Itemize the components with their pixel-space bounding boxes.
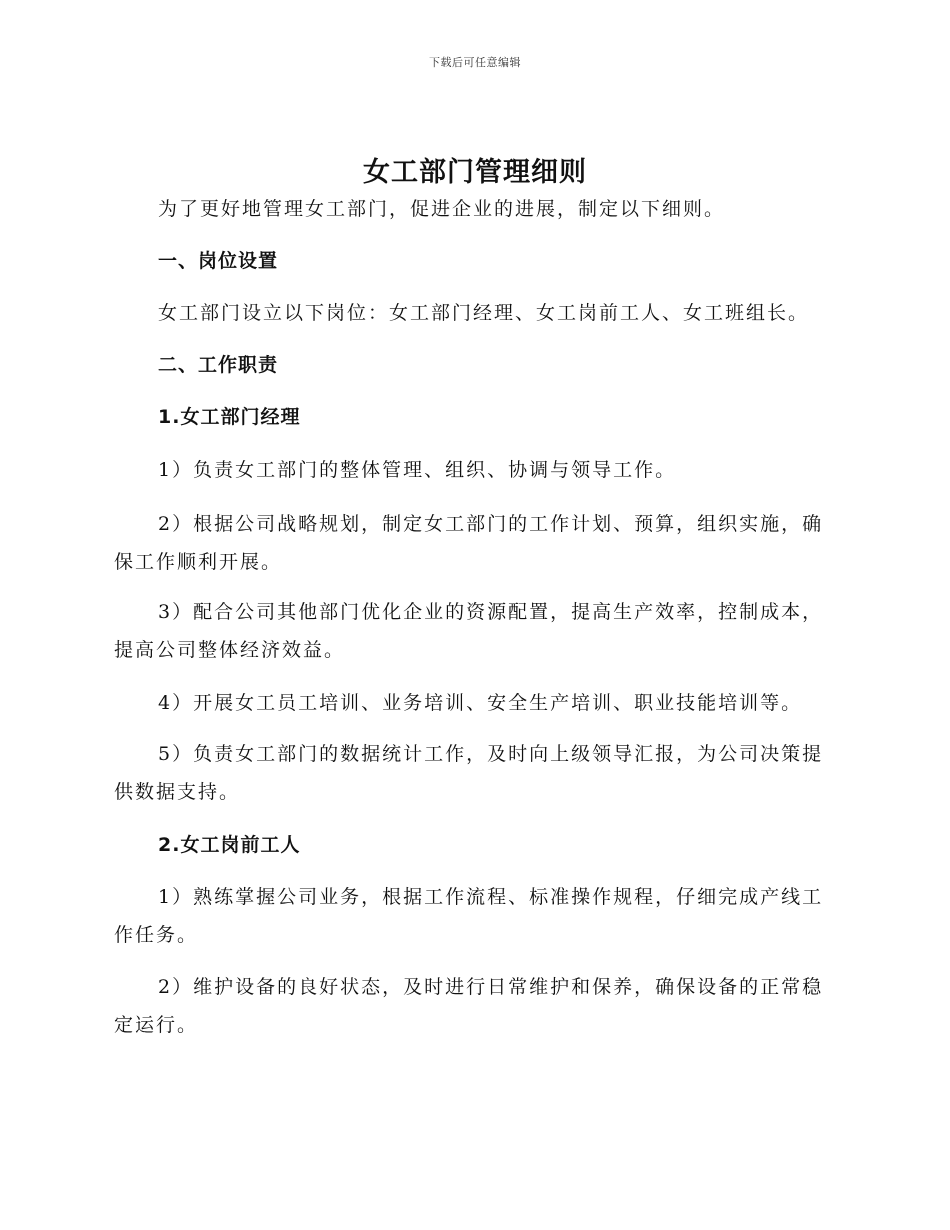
subsection-heading-worker: 2.女工岗前工人: [158, 834, 301, 856]
manager-duty-item: 5）负责女工部门的数据统计工作，及时向上级领导汇报，为公司决策提供数据支持。: [114, 743, 824, 803]
document-title: 女工部门管理细则: [363, 157, 587, 188]
subsection-heading-manager: 1.女工部门经理: [158, 406, 301, 428]
page-header-note: 下载后可任意编辑: [429, 56, 521, 69]
worker-duty-item: 2）维护设备的良好状态，及时进行日常维护和保养，确保设备的正常稳定运行。: [114, 976, 824, 1036]
manager-duty-item: 3）配合公司其他部门优化企业的资源配置，提高生产效率，控制成本，提高公司整体经济效益。: [114, 601, 824, 661]
positions-paragraph: 女工部门设立以下岗位：女工部门经理、女工岗前工人、女工班组长。: [158, 302, 810, 324]
section-heading-duties: 二、工作职责: [158, 354, 279, 376]
manager-duty-item: 1）负责女工部门的整体管理、组织、协调与领导工作。: [158, 459, 677, 481]
manager-duty-item: 4）开展女工员工培训、业务培训、安全生产培训、职业技能培训等。: [158, 692, 803, 714]
section-heading-positions: 一、岗位设置: [158, 250, 279, 272]
intro-paragraph: 为了更好地管理女工部门，促进企业的进展，制定以下细则。: [158, 198, 726, 220]
worker-duty-item: 1）熟练掌握公司业务，根据工作流程、标准操作规程，仔细完成产线工作任务。: [114, 886, 824, 946]
manager-duty-item: 2）根据公司战略规划，制定女工部门的工作计划、预算，组织实施，确保工作顺利开展。: [114, 513, 824, 573]
